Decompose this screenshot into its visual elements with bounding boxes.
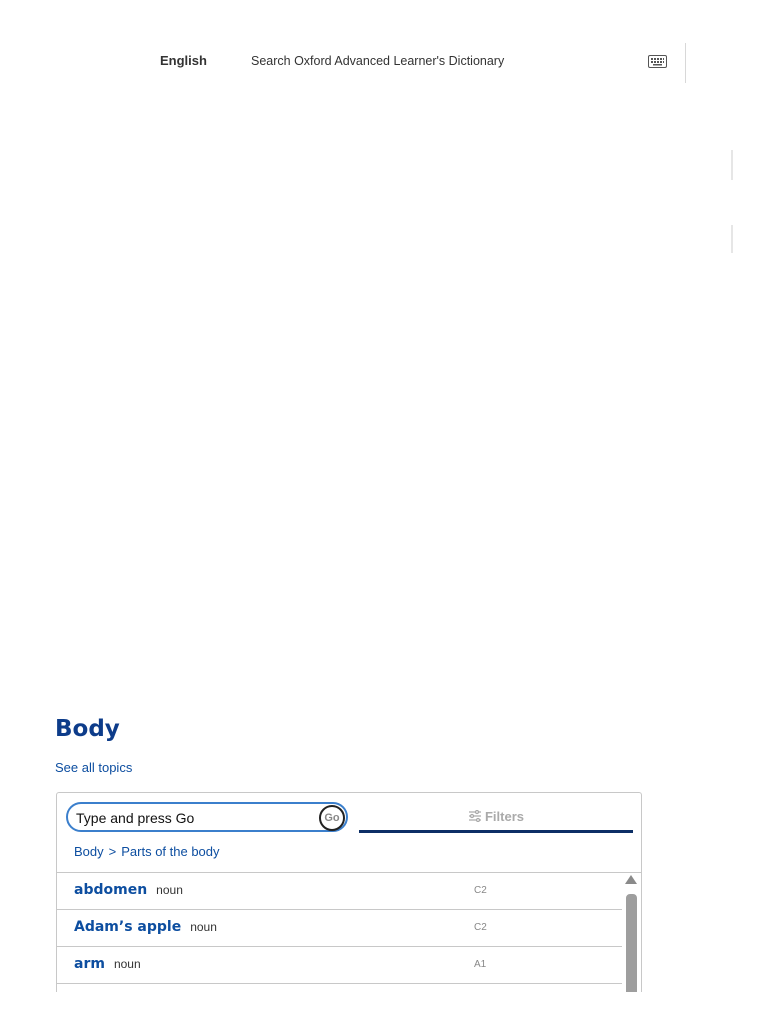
part-of-speech: noun [156,883,183,897]
go-button[interactable]: Go [319,805,345,831]
word-link[interactable]: arm noun [74,956,141,972]
breadcrumb-item-body[interactable]: Body [74,844,104,859]
topic-word-panel [56,792,642,992]
topic-search-box [66,802,348,832]
word-link[interactable]: abdomen noun [74,882,183,898]
header-divider [685,43,686,83]
part-of-speech: noun [190,920,217,934]
part-of-speech: noun [113,957,141,971]
cefr-level: C2 [474,922,487,933]
list-item[interactable] [57,947,622,984]
topic-search-input[interactable] [76,809,316,827]
cefr-level: A1 [474,959,487,970]
keyboard-icon[interactable] [648,55,667,68]
language-selector[interactable]: English [160,53,207,68]
scrollbar-thumb[interactable] [626,894,637,992]
top-search-bar [0,0,768,110]
filter-sliders-icon [468,810,482,825]
breadcrumb-separator: > [108,844,117,859]
edge-divider [731,225,733,253]
word-list [57,873,622,984]
scroll-up-arrow-icon[interactable] [625,875,637,884]
cefr-level: C2 [474,885,487,896]
topic-title: Body [55,716,120,742]
breadcrumb [74,844,220,859]
see-all-topics-link[interactable]: See all topics [55,760,133,775]
filters-tab[interactable] [359,803,633,833]
list-item[interactable] [57,873,622,910]
breadcrumb-item-parts-of-the-body[interactable]: Parts of the body [121,844,220,859]
word-link[interactable]: Adam’s apple noun [74,919,217,935]
edge-divider [731,150,733,180]
filters-label: Filters [484,809,524,824]
list-item[interactable] [57,910,622,947]
dictionary-search-input[interactable]: Search Oxford Advanced Learner's Dictionary [251,54,505,68]
